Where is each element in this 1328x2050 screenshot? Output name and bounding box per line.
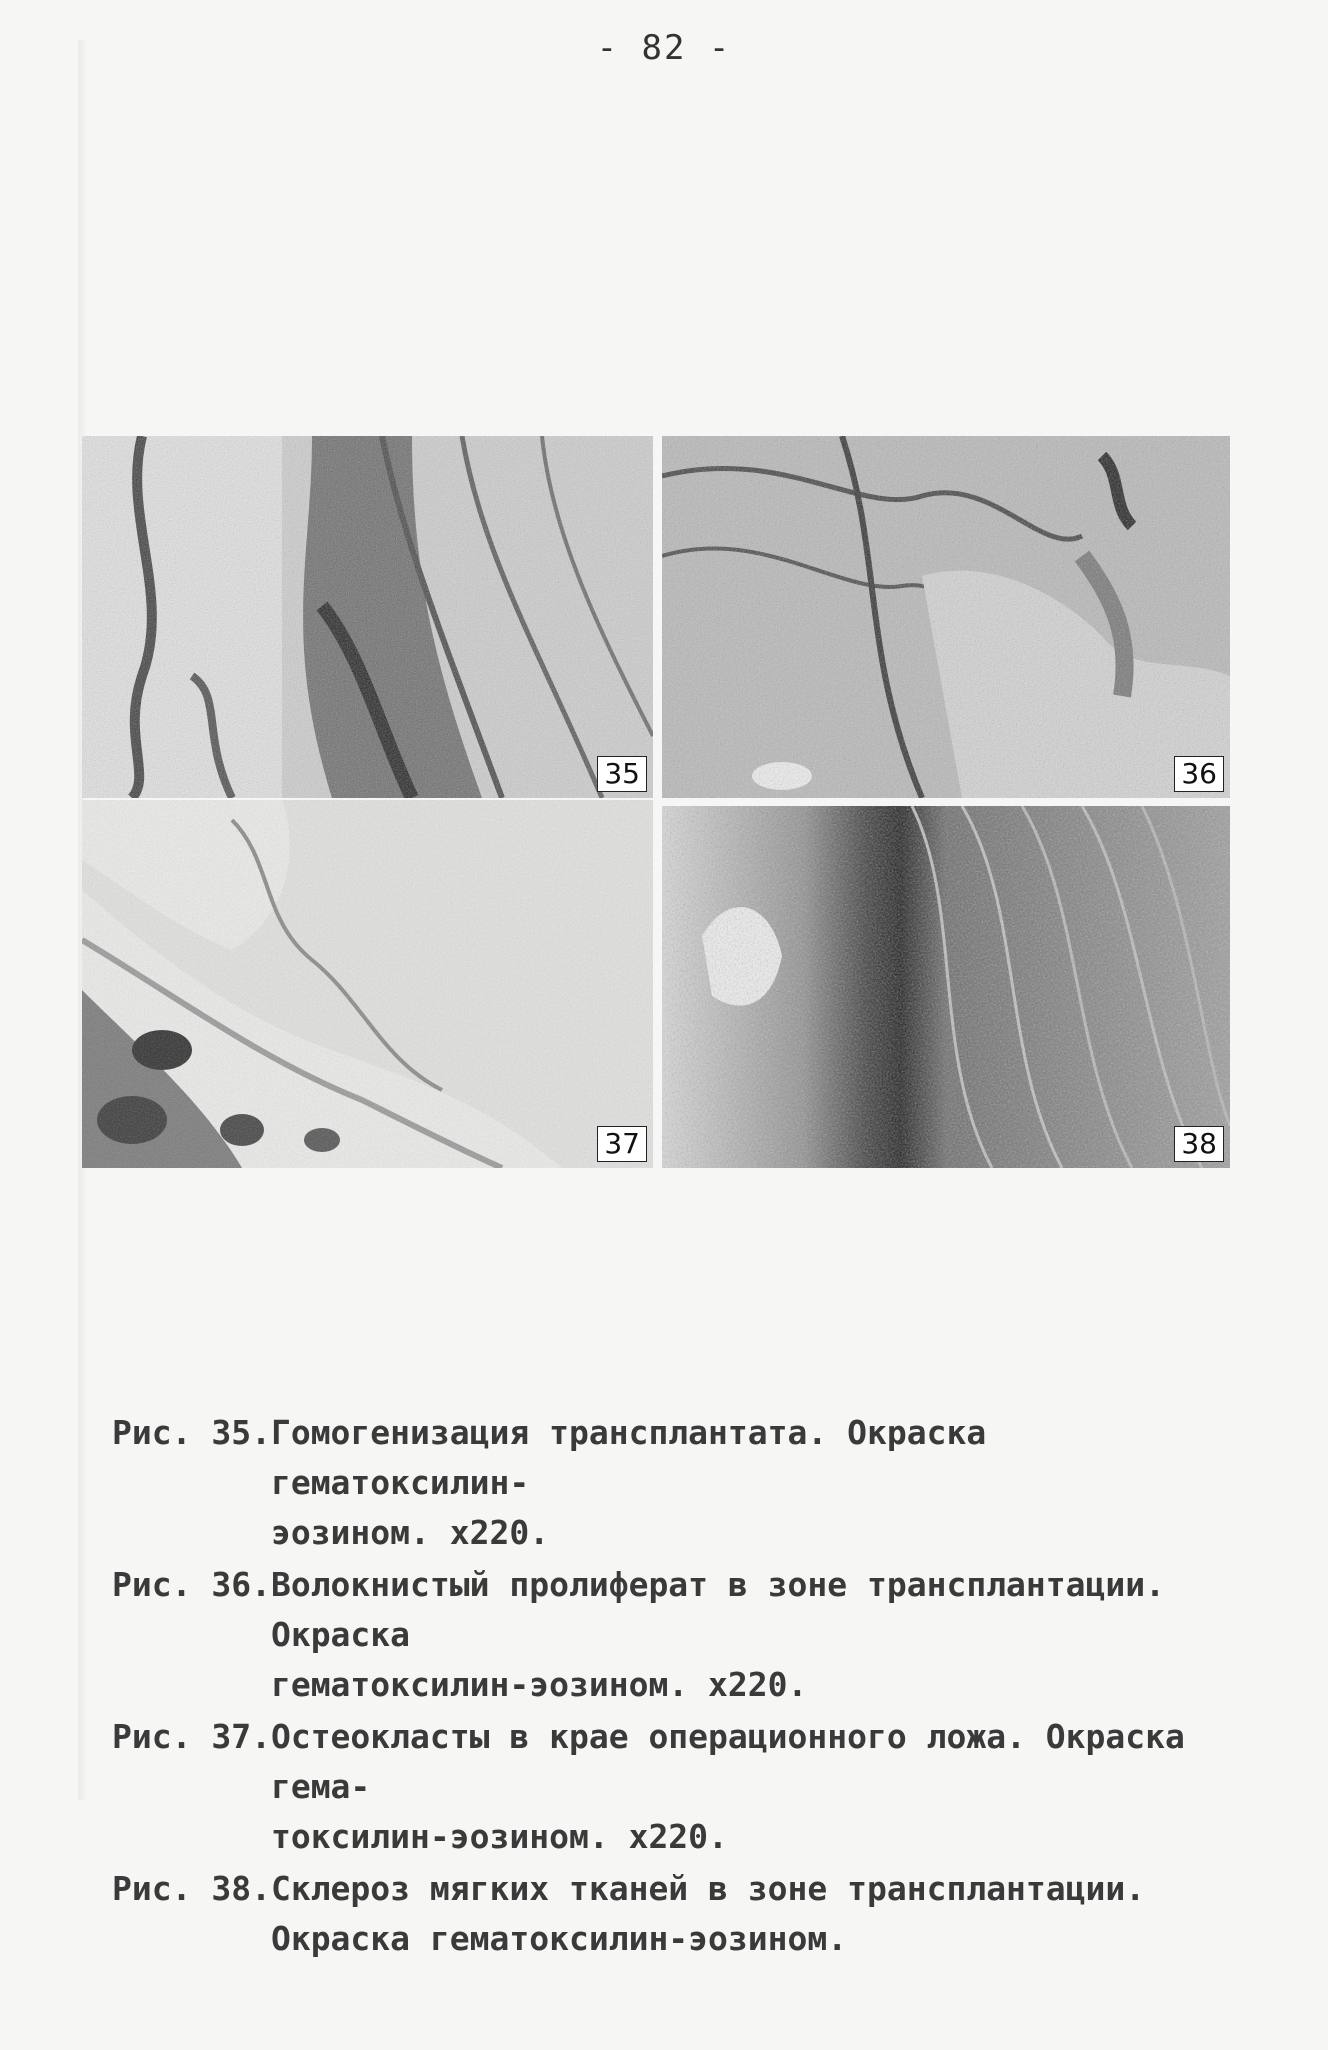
- figure-35-micrograph: [82, 436, 653, 798]
- caption-text: Волокнистый пролиферат в зоне трансплантации. Окраска гематоксилин-эозином. х220.: [270, 1565, 1165, 1704]
- caption-text: Гомогенизация трансплантата. Окраска гематоксилин- эозином. х220.: [270, 1413, 987, 1552]
- figure-label-35: 35: [597, 756, 647, 792]
- figure-37-micrograph: [82, 800, 653, 1168]
- figure-label-37: 37: [597, 1126, 647, 1162]
- caption-figure-37: [112, 1712, 1262, 1862]
- caption-figure-38: [112, 1864, 1262, 1964]
- figure-36-micrograph: [662, 436, 1230, 798]
- micrograph-38-image: [662, 806, 1230, 1168]
- figure-plate: [82, 436, 1230, 1168]
- micrograph-35-image: [82, 436, 653, 798]
- caption-text: Склероз мягких тканей в зоне трансплантации. Окраска гематоксилин-эозином.: [270, 1869, 1146, 1958]
- page-number: - 82 -: [596, 28, 732, 68]
- micrograph-36-image: [662, 436, 1230, 798]
- caption-figure-35: [112, 1408, 1262, 1558]
- figure-label-36: 36: [1174, 756, 1224, 792]
- figure-38-micrograph: [662, 806, 1230, 1168]
- figure-captions: [112, 1408, 1262, 1966]
- caption-label: Рис. 36.: [112, 1565, 271, 1604]
- caption-figure-36: [112, 1560, 1262, 1710]
- caption-label: Рис. 35.: [112, 1413, 271, 1452]
- caption-label: Рис. 37.: [112, 1717, 271, 1756]
- micrograph-37-image: [82, 800, 653, 1168]
- caption-text: Остеокласты в крае операционного ложа. Окраска гема- токсилин-эозином. х220.: [270, 1717, 1185, 1856]
- caption-label: Рис. 38.: [112, 1869, 271, 1908]
- figure-label-38: 38: [1174, 1126, 1224, 1162]
